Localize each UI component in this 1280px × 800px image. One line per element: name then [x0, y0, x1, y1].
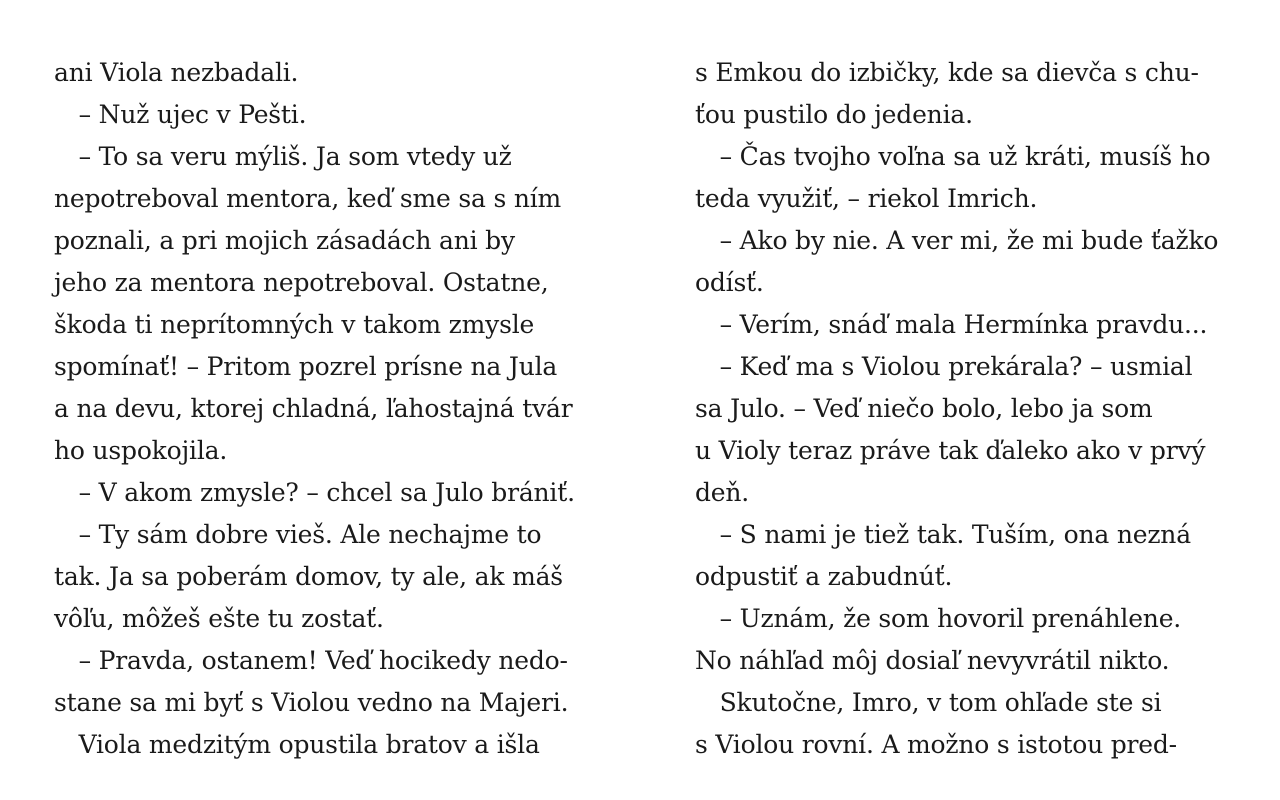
text-line: – Čas tvojho voľna sa už kráti, musíš ho	[695, 142, 1211, 171]
text-line: s Violou rovní. A možno s istotou pred-	[695, 730, 1177, 759]
text-line: – Verím, snáď mala Hermínka pravdu...	[695, 310, 1208, 339]
text-line: tak. Ja sa poberám domov, ty ale, ak máš	[54, 562, 563, 591]
text-line: – Ty sám dobre vieš. Ale nechajme to	[54, 520, 542, 549]
text-line: – Pravda, ostanem! Veď hocikedy nedo-	[54, 646, 568, 675]
text-line: – Ako by nie. A ver mi, že mi bude ťažko	[695, 226, 1219, 255]
text-line: Skutočne, Imro, v tom ohľade ste si	[695, 688, 1162, 717]
text-line: stane sa mi byť s Violou vedno na Majeri.	[54, 688, 569, 717]
text-line: odísť.	[695, 268, 764, 297]
text-line: a na devu, ktorej chladná, ľahostajná tvár	[54, 394, 573, 423]
text-line: spomínať! – Pritom pozrel prísne na Jula	[54, 352, 558, 381]
text-line: nepotreboval mentora, keď sme sa s ním	[54, 184, 562, 213]
text-line: – Uznám, že som hovoril prenáhlene.	[695, 604, 1182, 633]
text-line: – Keď ma s Violou prekárala? – usmial	[695, 352, 1193, 381]
text-line: – V akom zmysle? – chcel sa Julo brániť.	[54, 478, 575, 507]
text-line: ťou pustilo do jedenia.	[695, 100, 973, 129]
text-line: Viola medzitým opustila bratov a išla	[54, 730, 540, 759]
text-line: s Emkou do izbičky, kde sa dievča s chu-	[695, 58, 1199, 87]
text-line: odpustiť a zabudnúť.	[695, 562, 953, 591]
text-line: poznali, a pri mojich zásadách ani by	[54, 226, 515, 255]
text-line: No náhľad môj dosiaľ nevyvrátil nikto.	[695, 646, 1170, 675]
right-page-text	[695, 52, 1235, 766]
text-line: sa Julo. – Veď niečo bolo, lebo ja som	[695, 394, 1153, 423]
text-line: – Nuž ujec v Pešti.	[54, 100, 307, 129]
text-line: deň.	[695, 478, 750, 507]
text-line: vôľu, môžeš ešte tu zostať.	[54, 604, 384, 633]
text-line: – S nami je tiež tak. Tuším, ona nezná	[695, 520, 1191, 549]
text-line: ho uspokojila.	[54, 436, 228, 465]
left-page-text	[54, 52, 594, 766]
text-line: u Violy teraz práve tak ďaleko ako v prvý	[695, 436, 1206, 465]
text-line: škoda ti neprítomných v takom zmysle	[54, 310, 535, 339]
text-line: – To sa veru mýliš. Ja som vtedy už	[54, 142, 512, 171]
text-line: jeho za mentora nepotreboval. Ostatne,	[54, 268, 549, 297]
text-line: teda využiť, – riekol Imrich.	[695, 184, 1038, 213]
text-line: ani Viola nezbadali.	[54, 58, 299, 87]
